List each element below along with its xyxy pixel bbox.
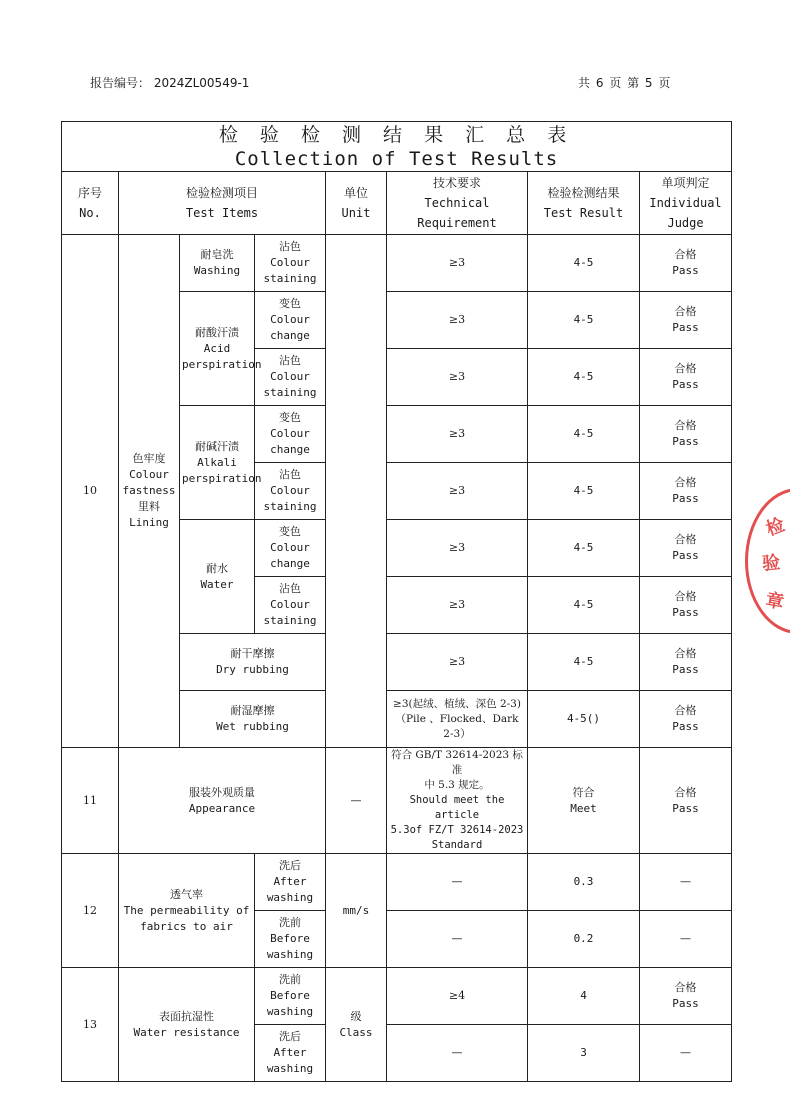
- result-cell: 4-5: [528, 520, 640, 577]
- requirement-cell: ≥3: [387, 463, 528, 520]
- title-cn: 检 验 检 测 结 果 汇 总 表: [218, 123, 575, 146]
- sub-item-label: 沾色 Colour staining: [255, 577, 326, 634]
- judge-cell: 合格 Pass: [640, 577, 732, 634]
- requirement-cell: —: [387, 911, 528, 968]
- result-cell: 4-5: [528, 463, 640, 520]
- judge-cell: 合格 Pass: [640, 463, 732, 520]
- result-cell: 0.2: [528, 911, 640, 968]
- sub-item-label: 洗前 Before washing: [255, 911, 326, 968]
- results-table: [61, 121, 732, 1082]
- col-header-test-items: 检验检测项目 Test Items: [119, 172, 326, 235]
- requirement-cell: ≥3: [387, 235, 528, 292]
- table-row: [62, 748, 732, 854]
- result-cell: 4-5: [528, 406, 640, 463]
- col-header-result: 检验检测结果 Test Result: [528, 172, 640, 235]
- requirement-cell: ≥3: [387, 292, 528, 349]
- sub-item-label: 变色 Colour change: [255, 292, 326, 349]
- result-cell: 4-5: [528, 292, 640, 349]
- washing-label: 耐皂洗 Washing: [180, 235, 255, 292]
- judge-cell: 合格 Pass: [640, 292, 732, 349]
- unit-cell: —: [326, 748, 387, 854]
- result-cell: 4-5: [528, 349, 640, 406]
- col-header-judge: 单项判定 Individual Judge: [640, 172, 732, 235]
- requirement-cell: ≥3: [387, 520, 528, 577]
- requirement-cell: —: [387, 1025, 528, 1082]
- row-number: 12: [62, 854, 119, 968]
- result-cell: 4-5: [528, 634, 640, 691]
- table-title: [62, 122, 732, 172]
- report-number-label: 报告编号：: [90, 76, 151, 90]
- table-row: [62, 235, 732, 292]
- table-row: [62, 968, 732, 1025]
- appearance-label: 服装外观质量 Appearance: [119, 748, 326, 854]
- judge-cell: 合格 Pass: [640, 406, 732, 463]
- air-permeability-label: 透气率 The permeability of fabrics to air: [119, 854, 255, 968]
- judge-cell: 合格 Pass: [640, 748, 732, 854]
- result-cell: 3: [528, 1025, 640, 1082]
- title-en: Collection of Test Results: [234, 147, 559, 170]
- judge-cell: —: [640, 1025, 732, 1082]
- result-cell: 4: [528, 968, 640, 1025]
- result-cell: 0.3: [528, 854, 640, 911]
- sub-item-label: 洗后 After washing: [255, 1025, 326, 1082]
- requirement-cell: ≥3: [387, 577, 528, 634]
- requirement-cell: ≥3(起绒、植绒、深色 2-3) （Pile 、Flocked、Dark 2-3）: [387, 691, 528, 748]
- sub-item-label: 沾色 Colour staining: [255, 463, 326, 520]
- row-number: 13: [62, 968, 119, 1082]
- judge-cell: 合格 Pass: [640, 520, 732, 577]
- colour-fastness-label: 色牢度 Colour fastness 里料 Lining: [119, 235, 180, 748]
- dry-rubbing-label: 耐干摩擦 Dry rubbing: [180, 634, 326, 691]
- requirement-cell: ≥3: [387, 406, 528, 463]
- report-number-value: 2024ZL00549-1: [153, 76, 250, 90]
- official-seal: 检 验 章: [745, 488, 790, 634]
- requirement-cell: ≥4: [387, 968, 528, 1025]
- judge-cell: 合格 Pass: [640, 968, 732, 1025]
- unit-cell: mm/s: [326, 854, 387, 968]
- judge-cell: —: [640, 911, 732, 968]
- table-title-row: [62, 122, 732, 172]
- report-number: [90, 74, 249, 91]
- col-header-requirement: 技术要求 Technical Requirement: [387, 172, 528, 235]
- judge-cell: 合格 Pass: [640, 691, 732, 748]
- sub-item-label: 变色 Colour change: [255, 406, 326, 463]
- requirement-cell: ≥3: [387, 349, 528, 406]
- row-number: 10: [62, 235, 119, 748]
- row-number: 11: [62, 748, 119, 854]
- requirement-cell: —: [387, 854, 528, 911]
- unit-cell: [326, 235, 387, 748]
- page-info: 共 6 页 第 5 页: [578, 76, 671, 90]
- col-header-unit: 单位 Unit: [326, 172, 387, 235]
- unit-cell: 级 Class: [326, 968, 387, 1082]
- judge-cell: 合格 Pass: [640, 349, 732, 406]
- acid-perspiration-label: 耐酸汗渍 Acid perspiration: [180, 292, 255, 406]
- sub-item-label: 沾色 Colour staining: [255, 349, 326, 406]
- water-label: 耐水 Water: [180, 520, 255, 634]
- water-resistance-label: 表面抗湿性 Water resistance: [119, 968, 255, 1082]
- sub-item-label: 洗后 After washing: [255, 854, 326, 911]
- requirement-cell: ≥3: [387, 634, 528, 691]
- alkali-perspiration-label: 耐碱汗渍 Alkali perspiration: [180, 406, 255, 520]
- col-header-no: 序号 No.: [62, 172, 119, 235]
- requirement-cell: 符合 GB/T 32614-2023 标准 中 5.3 规定。 Should meet the article 5.3of FZ/T 32614-2023 Standard: [387, 748, 528, 854]
- sub-item-label: 变色 Colour change: [255, 520, 326, 577]
- judge-cell: 合格 Pass: [640, 235, 732, 292]
- result-cell: 符合 Meet: [528, 748, 640, 854]
- table-row: [62, 854, 732, 911]
- sub-item-label: 洗前 Before washing: [255, 968, 326, 1025]
- result-cell: 4-5: [528, 577, 640, 634]
- result-cell: 4-5(): [528, 691, 640, 748]
- column-header-row: [62, 172, 732, 235]
- result-cell: 4-5: [528, 235, 640, 292]
- judge-cell: 合格 Pass: [640, 634, 732, 691]
- sub-item-label: 沾色 Colour staining: [255, 235, 326, 292]
- judge-cell: —: [640, 854, 732, 911]
- wet-rubbing-label: 耐湿摩擦 Wet rubbing: [180, 691, 326, 748]
